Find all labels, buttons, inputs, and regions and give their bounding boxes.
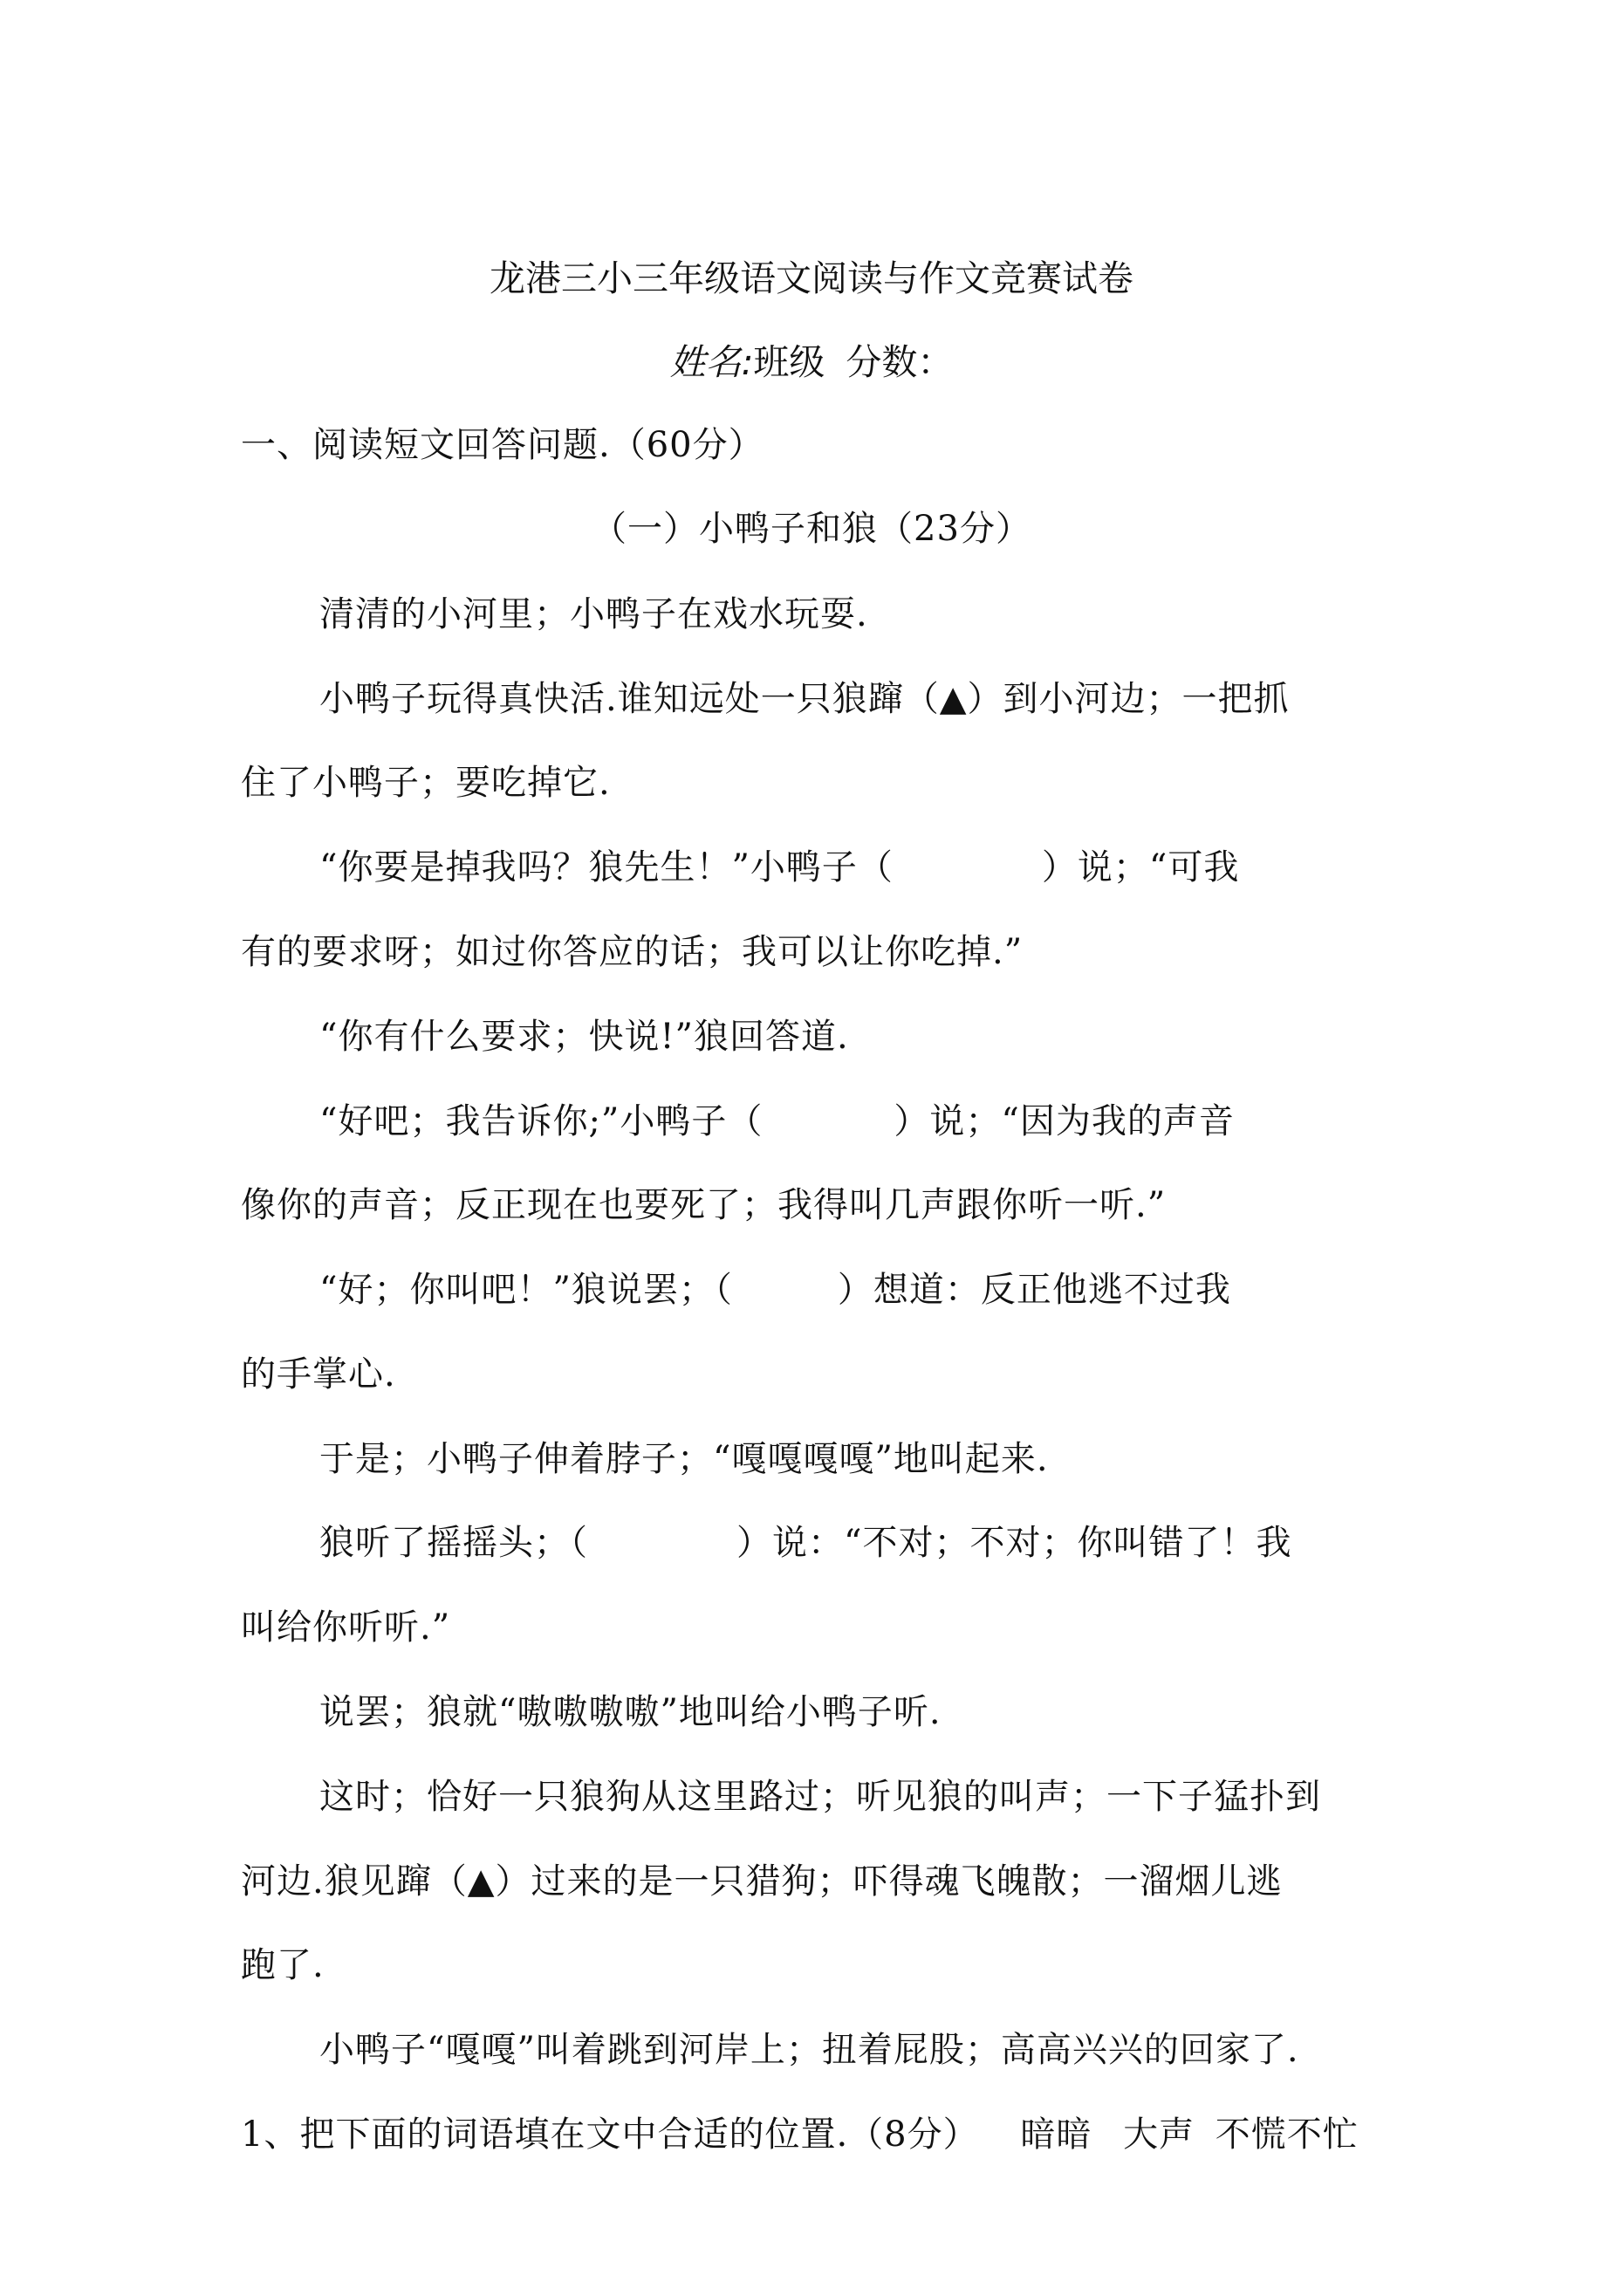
paragraph-6-line-2: 的手掌心.: [241, 1354, 396, 1395]
paragraph-3-line-2: 有的要求呀；如过你答应的话；我可以让你吃掉.”: [241, 932, 1024, 972]
paragraph-9: 说罢；狼就“嗷嗷嗷嗷”地叫给小鸭子听.: [319, 1692, 942, 1732]
paragraph-3-line-1: [319, 843, 1239, 892]
word-option-2: 大声: [1123, 2114, 1195, 2155]
paragraph-5-text-b: ）说；“因为我的声音: [894, 1101, 1235, 1141]
page-title: 龙港三小三年级语文阅读与作文竞赛试卷: [490, 257, 1133, 299]
paragraph-1: 清清的小河里；小鸭子在戏水玩耍.: [319, 594, 868, 634]
word-option-3: 不慌不忙: [1215, 2114, 1359, 2155]
paragraph-10-line-3: 跑了.: [241, 1945, 325, 1985]
paragraph-3-text-a: “你要是掉我吗？狼先生！”小鸭子（: [319, 847, 894, 888]
paragraph-10-line-1: 这时；恰好一只狼狗从这里路过；听见狼的叫声；一下子猛扑到: [319, 1777, 1321, 1817]
class-label: 班级: [753, 341, 825, 383]
paragraph-6-text-b: ）想道：反正他逃不过我: [837, 1270, 1231, 1310]
paragraph-6-text-a: “好；你叫吧！”狼说罢；（: [319, 1270, 733, 1310]
paragraph-3-text-b: ）说；“可我: [1041, 847, 1240, 888]
paragraph-10-line-2: 河边.狼见蹿（▲）过来的是一只猎狗；吓得魂飞魄散；一溜烟儿逃: [241, 1861, 1283, 1902]
score-label: 分数：: [846, 341, 954, 383]
question-1: [241, 2110, 1359, 2159]
question-1-text: 1、把下面的词语填在文中合适的位置.（8分）: [241, 2114, 979, 2155]
paragraph-7: 于是；小鸭子伸着脖子；“嘎嘎嘎嘎”地叫起来.: [319, 1439, 1049, 1479]
name-label: 姓名:: [669, 341, 754, 383]
paragraph-5-line-2: 像你的声音；反正现在也要死了；我得叫几声跟你听一听.”: [241, 1185, 1167, 1225]
paragraph-4: “你有什么要求；快说!”狼回答道.: [319, 1017, 849, 1057]
paragraph-8-line-1: [319, 1518, 1291, 1567]
paragraph-8-text-a: 狼听了摇摇头；（: [319, 1523, 588, 1563]
section-heading: 一、阅读短文回答问题.（60分）: [241, 425, 764, 465]
paragraph-5-line-1: [319, 1097, 1235, 1146]
paragraph-5-text-a: “好吧；我告诉你;”小鸭子（: [319, 1101, 764, 1141]
word-option-1: 暗暗: [1020, 2114, 1092, 2155]
paragraph-11: 小鸭子“嘎嘎”叫着跳到河岸上；扭着屁股；高高兴兴的回家了.: [319, 2030, 1299, 2070]
paragraph-6-line-1: [319, 1265, 1231, 1314]
paragraph-8-line-2: 叫给你听听.”: [241, 1607, 451, 1648]
passage-title: （一）小鸭子和狼（23分）: [592, 509, 1031, 549]
paragraph-2-line-1: 小鸭子玩得真快活.谁知远处一只狼蹿（▲）到小河边；一把抓: [319, 679, 1290, 719]
paragraph-2-line-2: 住了小鸭子；要吃掉它.: [241, 763, 611, 803]
paragraph-8-text-b: ）说：“不对；不对；你叫错了！我: [736, 1523, 1292, 1563]
name-class-score-line: [0, 337, 1623, 387]
